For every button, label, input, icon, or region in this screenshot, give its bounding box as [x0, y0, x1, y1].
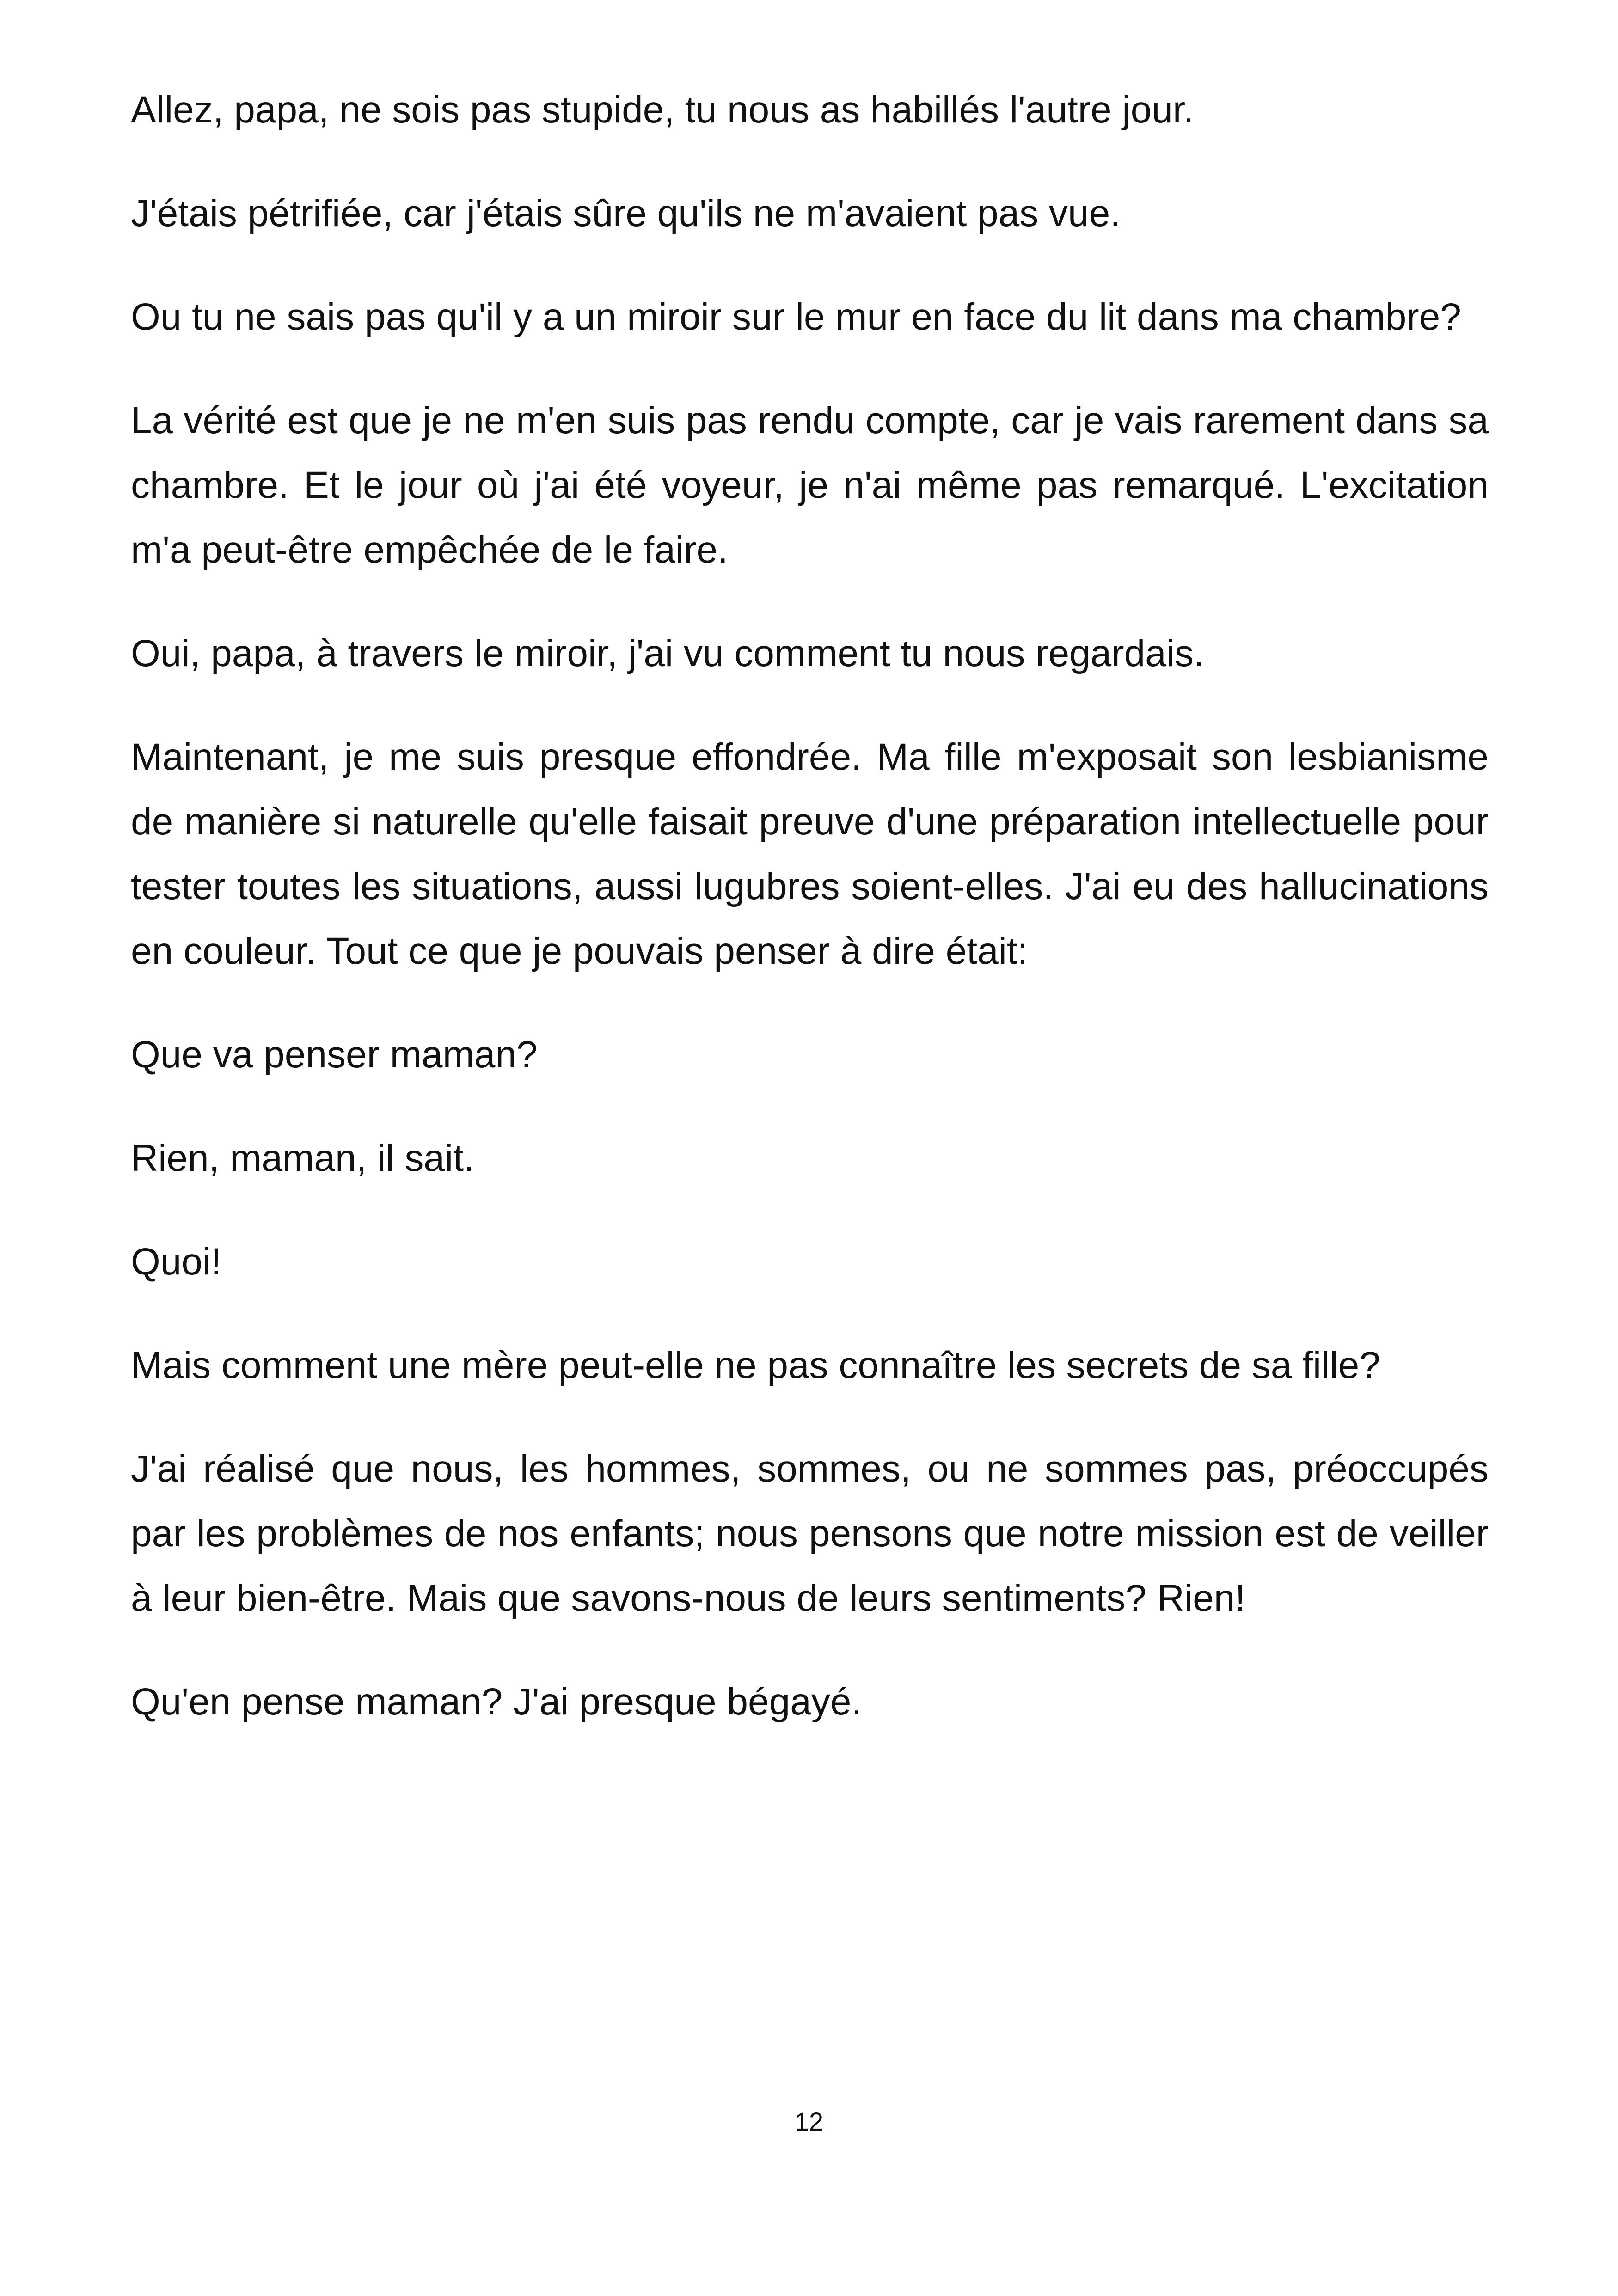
paragraph: Ou tu ne sais pas qu'il y a un miroir sur le mur en face du lit dans ma chambre? — [131, 296, 1461, 338]
page-body — [131, 78, 1489, 1773]
paragraph: Mais comment une mère peut-elle ne pas connaître les secrets de sa fille? — [131, 1344, 1380, 1386]
paragraph: Quoi! — [131, 1241, 221, 1283]
paragraph: Que va penser maman? — [131, 1034, 538, 1076]
paragraph: Oui, papa, à travers le miroir, j'ai vu comment tu nous regardais. — [131, 632, 1204, 674]
paragraph: Rien, maman, il sait. — [131, 1137, 474, 1179]
paragraph: Qu'en pense maman? J'ai presque bégayé. — [131, 1681, 862, 1723]
page-number: 12 — [794, 2107, 824, 2136]
paragraph: La vérité est que je ne m'en suis pas rendu compte, car je vais rarement dans sa chambre. Et le jour où j'ai été voyeur, je n'ai même pas remarqué. L'excitation m'a peut-être empêchée de le faire. — [131, 399, 1489, 571]
paragraph: J'étais pétrifiée, car j'étais sûre qu'ils ne m'avaient pas vue. — [131, 192, 1121, 234]
paragraph: Allez, papa, ne sois pas stupide, tu nous as habillés l'autre jour. — [131, 89, 1194, 131]
paragraph: J'ai réalisé que nous, les hommes, sommes, ou ne sommes pas, préoccupés par les problèmes de nos enfants; nous pensons que notre mission est de veiller à leur bien-être. Mais que savons-nous de leurs sentiments? Rien! — [131, 1448, 1489, 1619]
paragraph: Maintenant, je me suis presque effondrée. Ma fille m'exposait son lesbianisme de manière si naturelle qu'elle faisait preuve d'une préparation intellectuelle pour tester toutes les situations, aussi lugubres soient-elles. J'ai eu des hallucinations en couleur. Tout ce que je pouvais penser à dire était: — [131, 736, 1489, 972]
